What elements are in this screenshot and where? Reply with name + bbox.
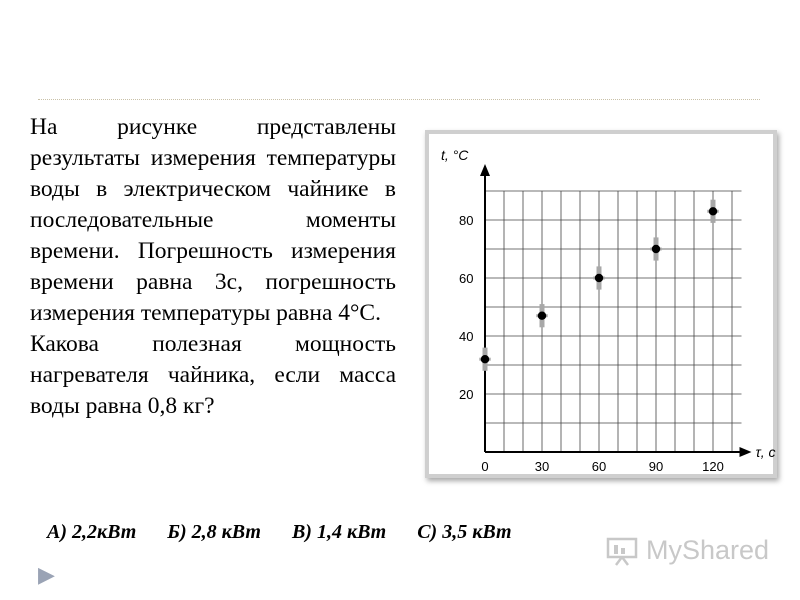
x-axis-label: τ, с (755, 444, 776, 460)
x-tick-label: 0 (481, 459, 489, 474)
y-tick-label: 60 (459, 271, 474, 286)
x-axis-arrow (740, 447, 752, 457)
chart-frame (425, 130, 777, 478)
answer-b[interactable]: Б) 2,8 кВт (167, 521, 261, 543)
answer-c[interactable]: В) 1,4 кВт (291, 521, 387, 543)
answer-d[interactable]: С) 3,5 кВт (417, 521, 512, 543)
y-tick-label: 80 (459, 213, 474, 228)
y-tick-label: 40 (459, 329, 474, 344)
data-point (652, 245, 660, 253)
problem-text (30, 112, 396, 422)
data-point (538, 312, 546, 320)
answer-a[interactable]: А) 2,2кВт (47, 521, 137, 543)
x-tick-label: 120 (702, 459, 724, 474)
temperature-chart (429, 134, 776, 474)
answer-options (47, 521, 538, 544)
x-tick-label: 90 (648, 459, 664, 474)
data-point (709, 207, 717, 215)
data-point (595, 274, 603, 282)
data-point (481, 355, 489, 363)
next-slide-arrow-icon[interactable]: ▶ (38, 562, 55, 587)
y-axis-label: t, °C (441, 147, 469, 163)
problem-paragraph-1: На рисунке представлены результаты измерения температуры воды в электрическом чайнике в последовательные моменты времени. Погрешность измерения времени равна 3с, погрешность измерения температуры равна 4°С. (30, 114, 396, 326)
x-tick-label: 60 (591, 459, 607, 474)
x-tick-label: 30 (534, 459, 550, 474)
watermark-text: MyShared (646, 535, 770, 565)
header-divider (38, 99, 760, 100)
y-axis-arrow (480, 164, 490, 176)
y-tick-label: 20 (459, 387, 474, 402)
watermark (606, 535, 769, 566)
presentation-icon (606, 536, 640, 566)
problem-paragraph-2: Какова полезная мощность нагревателя чайника, если масса воды равна 0,8 кг? (30, 331, 396, 419)
